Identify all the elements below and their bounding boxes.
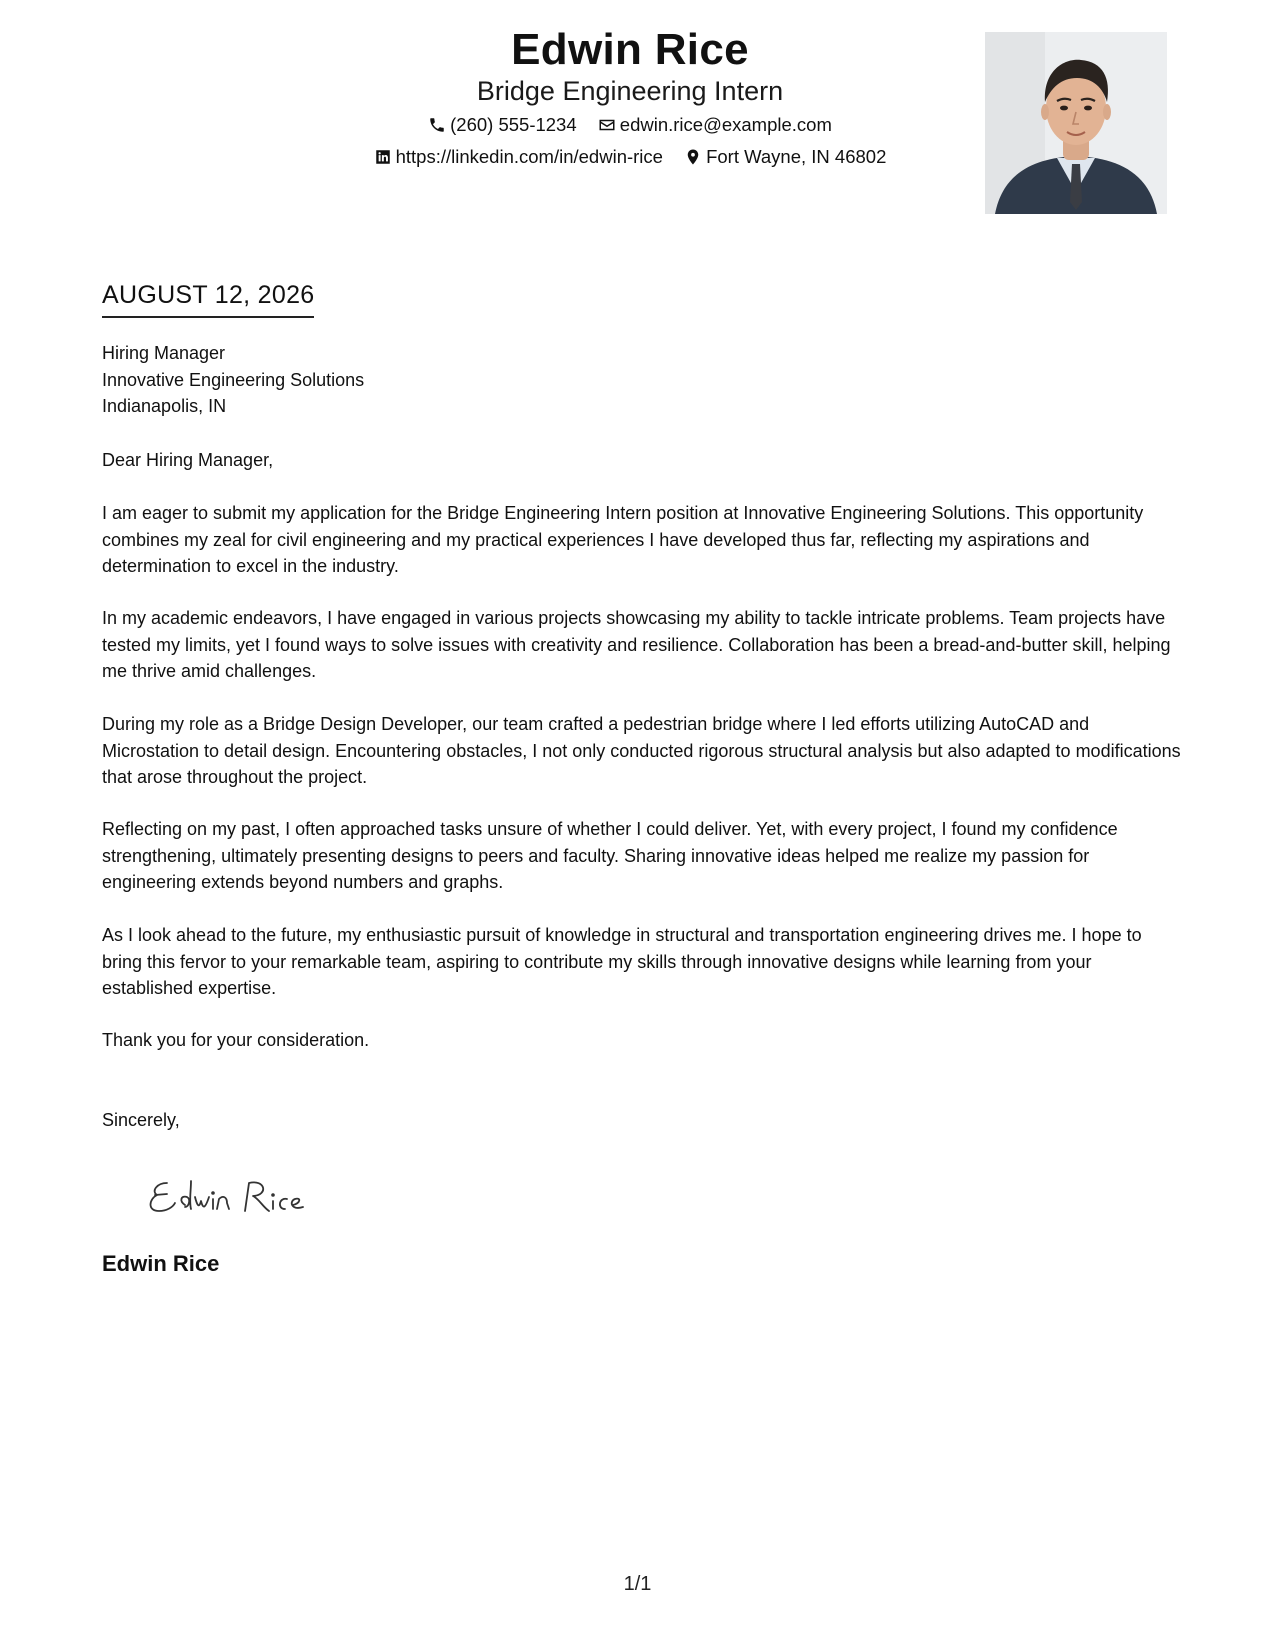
applicant-name: Edwin Rice <box>511 25 749 74</box>
contact-email[interactable] <box>598 112 832 138</box>
body-paragraph: During my role as a Bridge Design Developer, our team crafted a pedestrian bridge where I led efforts utilizing AutoCAD and Microstation to detail design. Encountering obstacles, I not only conducted rigorous structural analysis but also adapted to modifications that arose throughout the project. <box>102 714 1181 787</box>
closing-line: Sincerely, <box>102 1110 180 1130</box>
contact-phone[interactable] <box>428 112 577 138</box>
linkedin-icon <box>374 148 392 166</box>
handwritten-signature <box>145 1165 325 1225</box>
map-marker-icon <box>684 148 702 166</box>
salutation: Dear Hiring Manager, <box>102 450 274 470</box>
thanks-line: Thank you for your consideration. <box>102 1030 370 1050</box>
phone-icon <box>428 116 446 134</box>
recipient-line: Hiring Manager <box>102 343 226 363</box>
contact-location <box>684 144 886 170</box>
signature-drawing <box>145 1165 325 1225</box>
email-text: edwin.rice@example.com <box>619 114 832 135</box>
page-number: 1/1 <box>623 1573 652 1595</box>
body-paragraph: As I look ahead to the future, my enthusiastic pursuit of knowledge in structural and transportation engineering drives me. I hope to bring this fervor to your remarkable team, aspiring to contribute my skills through innovative designs while learning from your established expertise. <box>102 925 1142 998</box>
applicant-title: Bridge Engineering Intern <box>476 76 784 106</box>
recipient-block <box>102 340 1182 420</box>
portrait-illustration <box>985 32 1167 214</box>
recipient-line: Innovative Engineering Solutions <box>102 369 365 390</box>
body-paragraph: Reflecting on my past, I often approached tasks unsure of whether I could deliver. Yet, with every project, I found my confidence strengthening, ultimately presenting designs to peers and faculty. Sharing innovative ideas helped me realize my passion for engineering extends beyond numbers and graphs. <box>102 819 1118 892</box>
body-paragraph: In my academic endeavors, I have engaged in various projects showcasing my ability to tackle intricate problems. Team projects have tested my limits, yet I found ways to solve issues with creativity and resilience. Collaboration has been a bread-and-butter skill, helping me thrive amid challenges. <box>102 608 1171 681</box>
letter-date: AUGUST 12, 2026 <box>102 280 314 318</box>
envelope-icon <box>598 116 616 134</box>
profile-photo <box>985 32 1167 214</box>
signer-name: Edwin Rice <box>102 1251 220 1276</box>
body-paragraph: I am eager to submit my application for the Bridge Engineering Intern position at Innovative Engineering Solutions. This opportunity combines my zeal for civil engineering and my practical experiences I have developed thus far, reflecting my aspirations and determination to excel in the industry. <box>102 503 1144 576</box>
linkedin-text: https://linkedin.com/in/edwin-rice <box>395 146 663 167</box>
recipient-line: Indianapolis, IN <box>102 396 227 416</box>
location-text: Fort Wayne, IN 46802 <box>706 146 887 167</box>
phone-text: (260) 555-1234 <box>450 114 577 135</box>
contact-linkedin[interactable] <box>374 144 663 170</box>
